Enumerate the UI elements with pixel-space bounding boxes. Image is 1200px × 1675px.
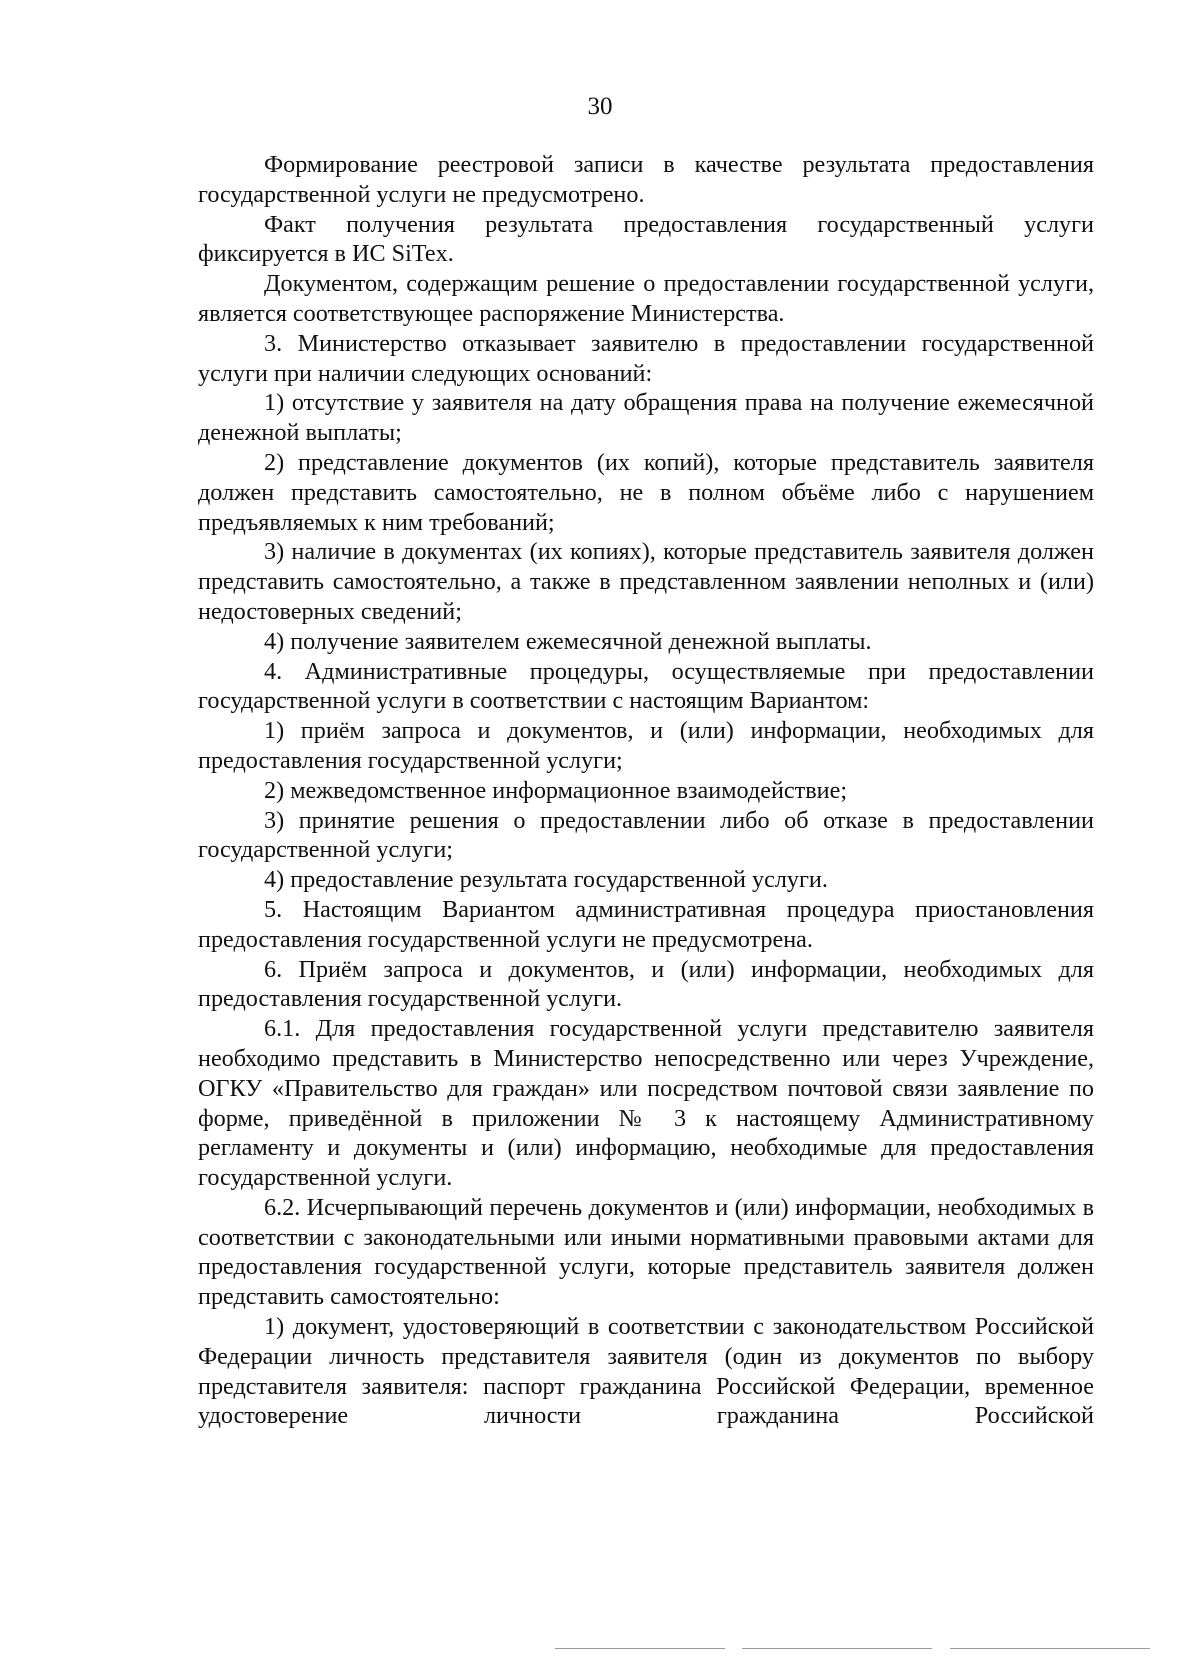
list-item-refusal-4: 4) получение заявителем ежемесячной денежной выплаты. bbox=[264, 627, 872, 655]
paragraph-suspension: 5. Настоящим Вариантом административная процедура приостановления предоставления государственной услуги не предусмотрена. bbox=[198, 895, 1094, 953]
list-item-refusal-1: 1) отсутствие у заявителя на дату обращения права на получение ежемесячной денежной выплаты; bbox=[198, 389, 1094, 447]
paragraph-section-6-2: 6.2. Исчерпывающий перечень документов и (или) информации, необходимых в соответствии с законодательными или иными нормативными правовыми актами для предоставления государственной услуги, которые представитель заявителя должен представить самостоятельно: bbox=[198, 1193, 1094, 1311]
document-body bbox=[198, 150, 1094, 1431]
paragraph-section-6-1: 6.1. Для предоставления государственной услуги представителю заявителя необходимо представить в Министерство непосредственно или через Учреждение, ОГКУ «Правительство для граждан» или посредством почтовой связи заявление по форме, приведённой в приложении № 3 к настоящему Административному регламенту и документы и (или) информацию, необходимые для предоставления государственной услуги. bbox=[198, 1015, 1094, 1192]
bottom-rule-right bbox=[950, 1648, 1150, 1649]
list-item-identity-document: 1) документ, удостоверяющий в соответствии с законодательством Российской Федерации личность представителя заявителя (один из документов по выбору представителя заявителя: паспорт гражданина Российской Федерации, временное удостоверение личности гражданина Российской bbox=[198, 1313, 1094, 1430]
paragraph-registry-record: Формирование реестровой записи в качестве результата предоставления государственной услуги не предусмотрено. bbox=[198, 151, 1094, 208]
paragraph-refusal-grounds: 3. Министерство отказывает заявителю в предоставлении государственной услуги при наличии следующих оснований: bbox=[198, 329, 1094, 387]
list-item-refusal-3: 3) наличие в документах (их копиях), которые представитель заявителя должен представить самостоятельно, а также в представленном заявлении неполных и (или) недостоверных сведений; bbox=[198, 538, 1094, 625]
bottom-rule-left bbox=[555, 1648, 725, 1649]
paragraph-result-recording: Факт получения результата предоставления государственный услуги фиксируется в ИС SiTex. bbox=[198, 210, 1094, 268]
paragraph-admin-procedures: 4. Административные процедуры, осуществляемые при предоставлении государственной услуги в соответствии с настоящим Вариантом: bbox=[198, 657, 1094, 715]
list-item-procedure-2: 2) межведомственное информационное взаимодействие; bbox=[264, 776, 848, 804]
paragraph-decision-document: Документом, содержащим решение о предоставлении государственной услуги, является соответствующее распоряжение Министерства. bbox=[198, 270, 1094, 327]
bottom-rule-middle bbox=[742, 1648, 932, 1649]
paragraph-request-reception: 6. Приём запроса и документов, и (или) информации, необходимых для предоставления государственной услуги. bbox=[198, 955, 1094, 1013]
list-item-refusal-2: 2) представление документов (их копий), которые представитель заявителя должен представить самостоятельно, не в полном объёме либо с нарушением предъявляемых к ним требований; bbox=[198, 448, 1094, 536]
list-item-procedure-3: 3) принятие решения о предоставлении либо об отказе в предоставлении государственной услуги; bbox=[198, 806, 1094, 864]
list-item-procedure-1: 1) приём запроса и документов, и (или) информации, необходимых для предоставления государственной услуги; bbox=[198, 717, 1094, 774]
page-number: 30 bbox=[587, 93, 613, 120]
list-item-procedure-4: 4) предоставление результата государственной услуги. bbox=[264, 866, 828, 894]
